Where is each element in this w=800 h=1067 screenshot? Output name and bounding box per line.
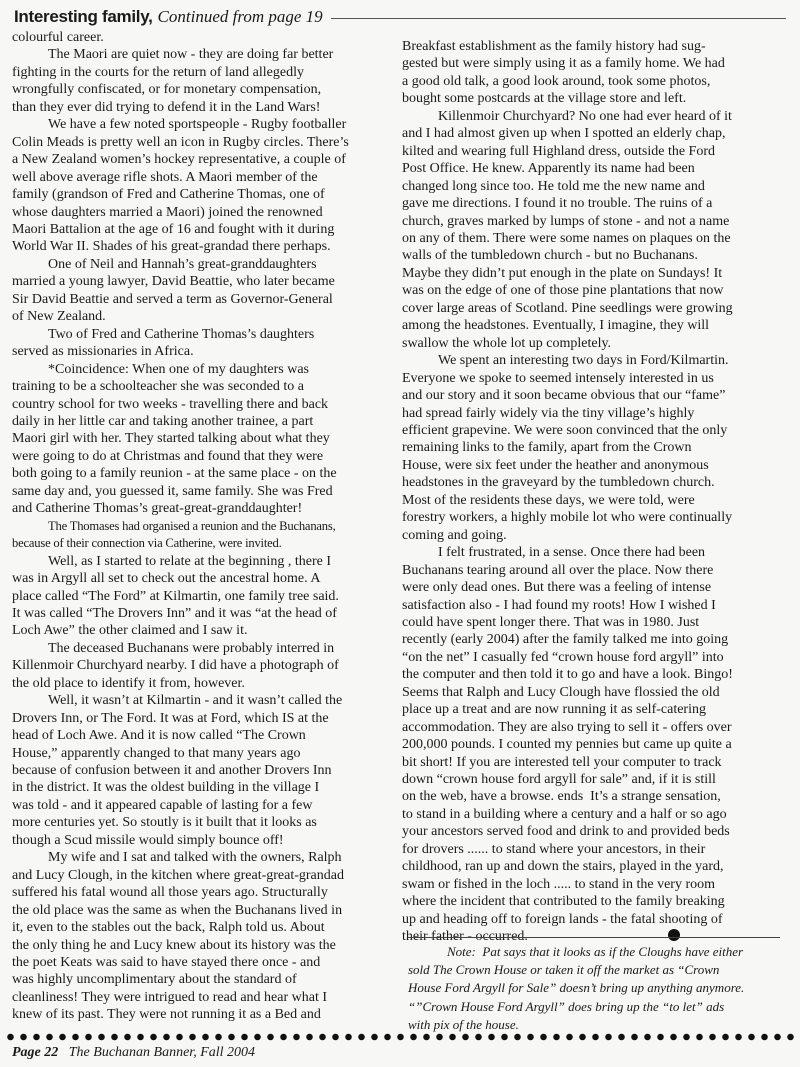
publication-name: The Buchanan Banner, Fall 2004 bbox=[68, 1045, 256, 1060]
header-rule bbox=[331, 18, 786, 19]
paragraph: Well, it wasn’t at Kilmartin - and it wasn’t called the Drovers Inn, or The Ford. It was at Ford, which IS at the head of Loch Awe. And it is now called “The Crown House,” apparently changed to that many years ago because of confusion between it and another Drovers Inn in the district. It was the oldest building in the village I was told - and it appeared capable of lasting for a few more centuries yet. So stoutly is it built that it looks as though a Scud missile would simply bounce off! bbox=[12, 693, 343, 848]
paragraph: The Maori are quiet now - they are doing far better fighting in the courts for the return of land allegedly wrongfully confiscated, or for monetary compensation, than they ever did trying to defend it in the Land Wars! bbox=[12, 47, 334, 115]
page-number: Page 22 bbox=[12, 1045, 59, 1060]
paragraph: We have a few noted sportspeople - Rugby footballer Colin Meads is pretty well an icon in Rugby circles. There’s a New Zealand women’s hockey representative, a couple of well above average rifle shots. A Maori member of the family (grandson of Fred and Catherine Thomas, one of whose daughters married a Maori) joined the renowned Maori Battalion at the age of 16 and fought with it during World War II. Shades of his great-grandad there perhaps. bbox=[12, 117, 349, 255]
paragraph: Killenmoir Churchyard? No one had ever heard of it and I had almost given up when I spotted an elderly chap, kilted and wearing full Highland dress, outside the Ford Post Office. He knew. Apparently its name had been changed long since too. He told me the new name and gave me directions. I found it no trouble. The ruins of a church, graves marked by lumps of stone - and not a name on any of them. There were some names on plaques on the walls of the tumbledown church - but no Buchanans. Maybe they didn’t put enough in the plate on Sundays! It was on the edge of one of those pine plantations that now cover large areas of Scotland. Pine seedlings were growing among the headstones. Eventually, I imagine, they will swallow the whole lot up completely. bbox=[402, 108, 733, 351]
paragraph: Well, as I started to relate at the beginning , there I was in Argyll all set to check out the ancestral home. A place called “The Ford” at Kilmartin, one family tree said. It was called “The Drovers Inn” and it was “at the head of Loch Awe” the other claimed and I saw it. bbox=[12, 553, 339, 639]
article-column-1 bbox=[12, 29, 396, 1024]
page-footer bbox=[12, 1045, 255, 1061]
paragraph: colourful career. bbox=[12, 30, 104, 45]
article-column-2 bbox=[402, 38, 792, 946]
page-header bbox=[14, 6, 786, 28]
paragraph: Breakfast establishment as the family history had sug- gested but were simply using it as a family home. We had a good old talk, a good look around, took some photos, bought some postcards at the village store and left. bbox=[402, 39, 725, 107]
paragraph: Two of Fred and Catherine Thomas’s daughters served as missionaries in Africa. bbox=[12, 326, 315, 360]
paragraph: The deceased Buchanans were probably interred in Killenmoir Churchyard nearby. I did have a photograph of the old place to identify it from, however. bbox=[12, 640, 339, 691]
note-divider bbox=[408, 937, 780, 938]
continued-from-label: Continued from page 19 bbox=[157, 7, 323, 26]
end-of-article-bullet-icon bbox=[668, 929, 680, 941]
dotted-divider bbox=[4, 1032, 794, 1042]
editor-note: Note: Pat says that it looks as if the Cloughs have either sold The Crown House or taken it off the market as “Crown House Ford Argyll for Sale” doesn’t bring up anything anymore. “”Crown House Ford Argyll” does bring up the “to let” ads with pix of the house. bbox=[408, 944, 745, 1032]
paragraph: I felt frustrated, in a sense. Once there had been Buchanans tearing around all over the place. Now there were only dead ones. But there was a feeling of intense satisfaction also - I had found my roots! How I wished I could have spent longer there. That was in 1980. Just recently (early 2004) after the family talked me into going “on the net” I casually fed “crown house ford argyll” into the computer and then told it to go and have a look. Bingo! Seems that Ralph and Lucy Clough have flossied the old place up a treat and are now running it as self-catering accommodation. They are also trying to sell it - offers over 200,000 pounds. I counted my pennies but came up quite a bit short! If you are interested tell your computer to track down “crown house ford argyll for sale” and, if it is still on the web, have a browse. ends It’s a strange sensation, to stand in a building where a century and a half or so ago your ancestors served food and drink to and provided beds for drovers ...... to stand where your ancestors, in their childhood, ran up and down the stairs, played in the yard, swam or fished in the loch ..... to stand in the very room where the incident that contributed to the family breaking up and heading off to foreign lands - the fatal shooting of their father - occurred. bbox=[402, 545, 733, 945]
paragraph: *Coincidence: When one of my daughters was training to be a schoolteacher she was seconded to a country school for two weeks - travelling there and back daily in her little car and taking another trainee, a part Maori girl with her. They started talking about what they were going to do at Christmas and found that they were both going to a family reunion - at the same place - on the same day and, you guessed it, same family. She was Fred and Catherine Thomas’s great-great-granddaughter! bbox=[12, 361, 337, 517]
article-title: Interesting family, bbox=[14, 7, 153, 26]
paragraph: We spent an interesting two days in Ford/Kilmartin. Everyone we spoke to seemed intensely interested in us and our story and it soon became obvious that our “fame” had spread fairly widely via the tiny village’s highly efficient grapevine. We were soon convinced that the only remaining links to the family, apart from the Crown House, were six feet under the heather and anonymous headstones in the graveyard by the tumbledown church. Most of the residents these days, we were told, were forestry workers, a highly mobile lot who were continually coming and going. bbox=[402, 353, 733, 543]
paragraph: My wife and I sat and talked with the owners, Ralph and Lucy Clough, in the kitchen where great-great-grandad suffered his fatal wound all those years ago. Structurally the old place was the same as when the Buchanans lived in it, even to the stables out the back, Ralph told us. About the only thing he and Lucy knew about its history was the the poet Keats was said to have stayed there once - and was highly uncomplimentary about the standard of cleanliness! They were intrigued to read and hear what I knew of its past. They were not running it as a Bed and bbox=[12, 850, 344, 1023]
paragraph: The Thomases had organised a reunion and the Buchanans, because of their connection via Catherine, were invited. bbox=[12, 518, 336, 551]
paragraph: One of Neil and Hannah’s great-granddaughters married a young lawyer, David Beattie, who later became Sir David Beattie and served a term as Governor-General of New Zealand. bbox=[12, 256, 335, 325]
